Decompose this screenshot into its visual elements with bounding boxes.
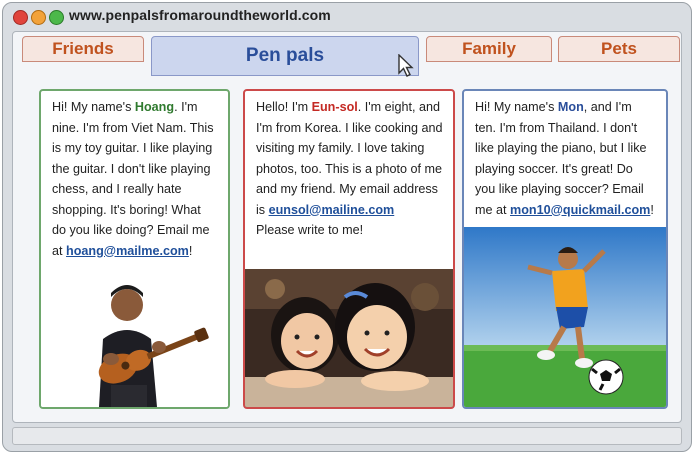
email-link[interactable]: hoang@mailme.com [66, 243, 189, 258]
boy-with-guitar-photo [41, 277, 228, 407]
profile-text: Hi! My name's Hoang. I'm nine. I'm from Viet Nam. This is my toy guitar. I like playing the guitar. I don't like playing chess, and I really hate shopping. It's boring! What do you like doing? Email me at hoang@mailme.com! [52, 100, 214, 258]
title-bar [3, 3, 691, 29]
tab-friends[interactable]: Friends [22, 36, 144, 62]
close-window-button[interactable] [13, 10, 28, 25]
profile-name: Mon [557, 100, 584, 114]
profile-card-hoang [39, 89, 230, 409]
maximize-window-button[interactable] [49, 10, 64, 25]
two-girls-photo [245, 269, 453, 407]
tab-pen-pals[interactable]: Pen pals [151, 36, 419, 76]
profile-name: Hoang [134, 100, 175, 114]
mouse-cursor-icon [398, 54, 414, 78]
boy-playing-soccer-photo [464, 227, 666, 407]
profile-name: Eun-sol [311, 100, 358, 114]
profile-text: Hello! I'm Eun-sol. I'm eight, and I'm from Korea. I like cooking and visiting my family. I love taking photos, too. This is a photo of me and my friend. My email address is eunsol@mailine.com Please write to me! [256, 100, 443, 237]
email-link[interactable]: mon10@quickmail.com [510, 202, 651, 217]
tab-family[interactable]: Family [426, 36, 552, 62]
email-link[interactable]: eunsol@mailine.com [268, 202, 395, 217]
profile-text: Hi! My name's Mon, and I'm ten. I'm from Thailand. I don't like playing the piano, but I like playing soccer. It's great! Do you like playing soccer? Email me at mon10@quickmail.com! [475, 100, 654, 217]
browser-window [2, 2, 692, 452]
profile-card-mon [462, 89, 668, 409]
status-bar [12, 427, 682, 445]
minimize-window-button[interactable] [31, 10, 46, 25]
tab-pets[interactable]: Pets [558, 36, 680, 62]
page-content [12, 31, 682, 423]
profile-card-eun-sol [243, 89, 455, 409]
address-bar[interactable]: www.penpalsfromaroundtheworld.com [69, 7, 331, 23]
